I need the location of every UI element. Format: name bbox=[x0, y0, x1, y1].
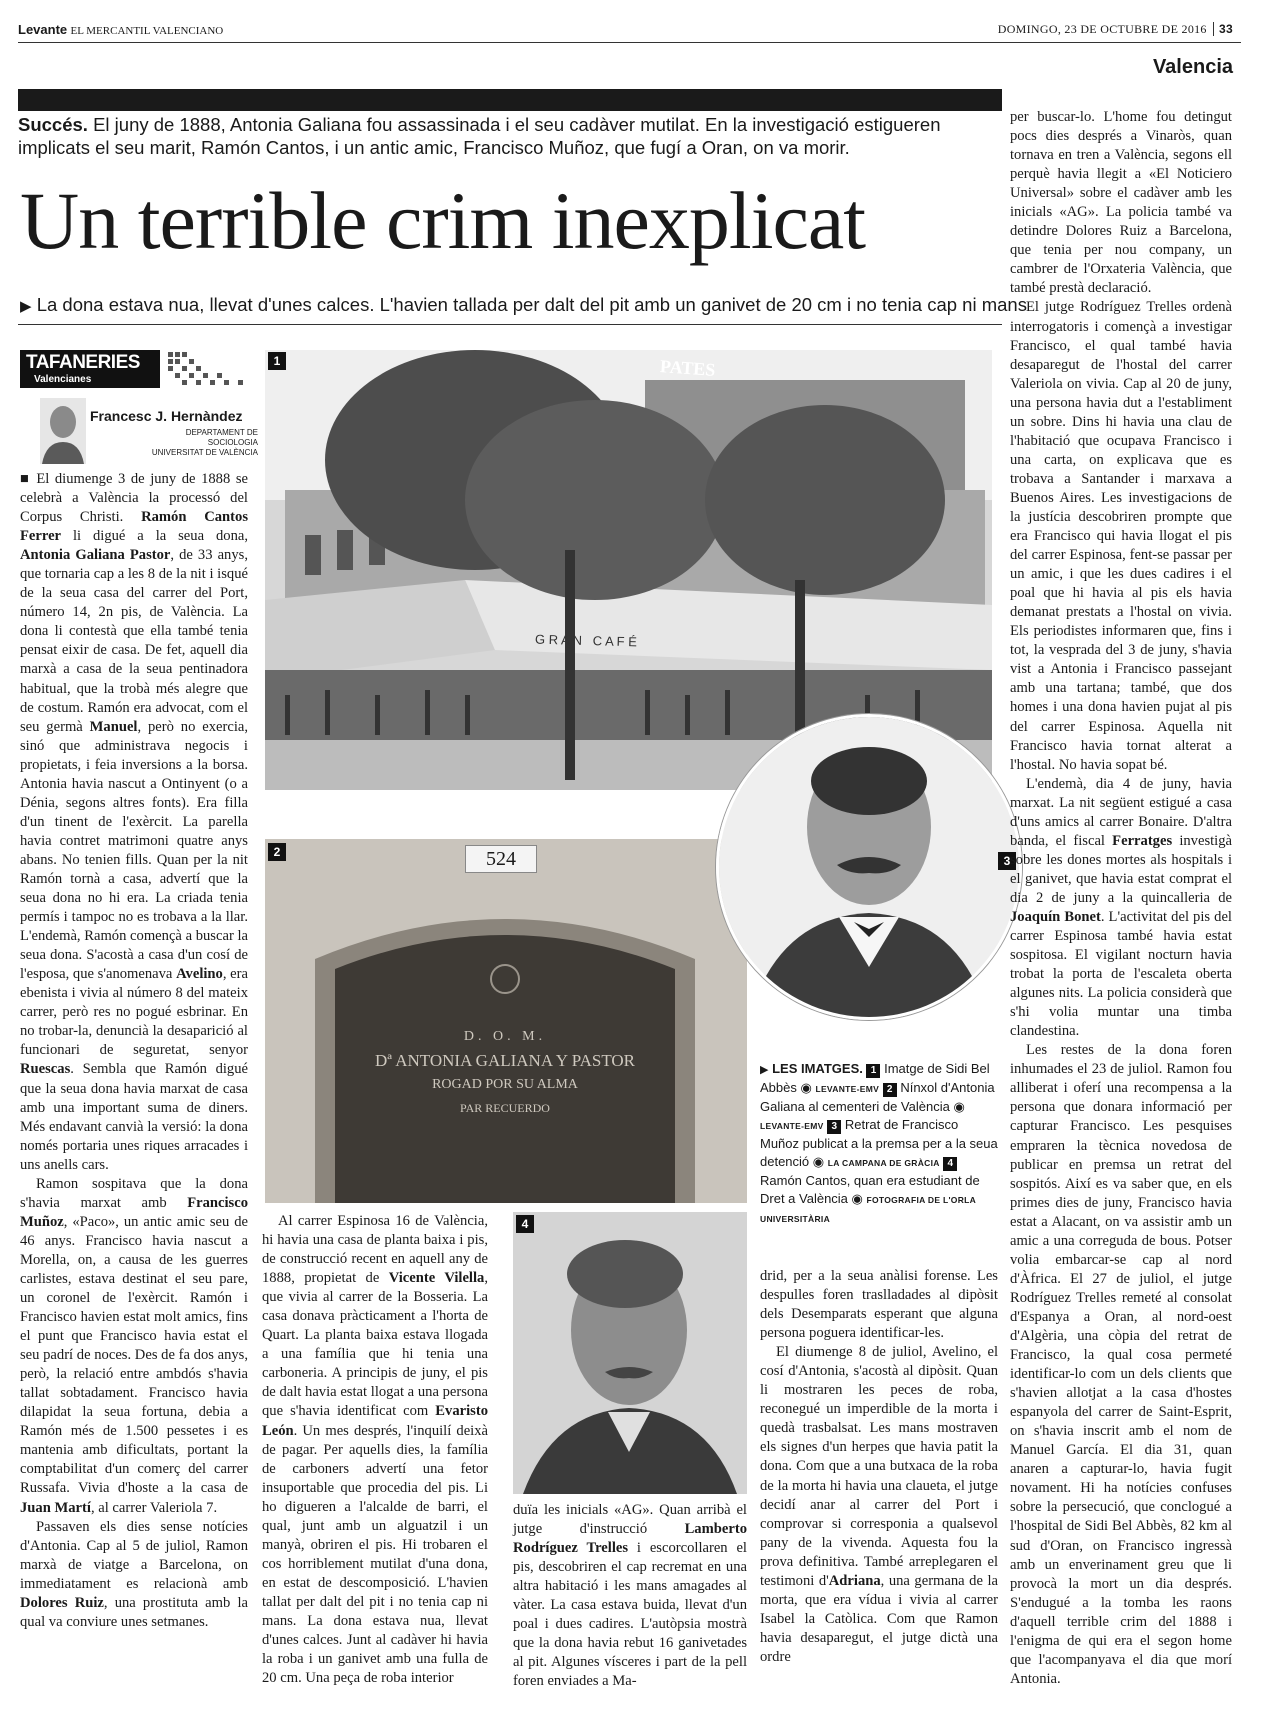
article-column-5: per buscar-lo. L'home fou detingut pocs dies després a Vinaròs, quan tornava en tren a València, segons ell perquè havia llegit a «El Noticiero Universal» sobre el cadàver amb les inicials «AG». La policia també va detindre Dolores Ruiz a Barcelona, que tenia per nou company, un cambrer de l'Orxateria València, que també prestà declaració. El jutge Rodríguez Trelles ordenà interrogatoris i començà a investigar Francisco, el qual també havia desaparegut de l'hostal del carrer Valeriola on vivia. Cap al 20 de juny, una persona havia dut a l'establiment un sobre. Dins hi havia una clau de l'habitació que ocupava Francisco i una carta, on explicava que es trobava a Santander i marxava a Buenos Aires. Les investigacions de la justícia descobriren prompte que era Francisco qui havia llogat el pis del carrer Espinosa, fent-se passar per un amic, i que les dues cadires i el poal que hi havia al pis els havia demanat prestats a l'hostal on vivia. Els periodistes informaren que, fins i tot, la vesprada del 3 de juny, s'havia vist a Antonia i Francisco passejant amb una tartana; també, que dos homes i una dona havien pujat al pis del carrer Espinosa. Aquella nit Francisco havia tornat alterat a l'hostal. No havia sopat bé. L'endemà, dia 4 de juny, havia marxat. La nit següent estigué a casa d'uns amics al carrer Bonaire. D'altra banda, el fiscal Ferratges investigà sobre les dones mortes als hospitals i el ganivet, que havia estat comprat el dia 2 de juny a la quincalleria de Joaquín Bonet. L'activitat del pis del carrer Espinosa també havia estat sospitosa. El vigilant nocturn havia trobat la porta de l'escaleta oberta algunes nits. La policia considerà que s'hi volia muntar una timba clandestina. Les restes de la dona foren inhumades el 23 de juliol. Ramon fou alliberat i oferí una recompensa a la persona que donara informació per capturar Francisco. Les pesquises empraren la tècnica novedosa de publicar en premsa un retrat del sospitós. Així es va saber que, en els primes dies de juny, Francisco havia estat a Alacant, on va assistir amb un amic a una correguda de bous. Potser volia embarcar-se cap al nord d'Àfrica. El 27 de juliol, el jutge Rodríguez Trelles remeté al consolat d'Espanya a Oran, al nord-oest d'Algèria, una còpia del retrat de Francisco, la qual cosa permeté identificar-lo com un dels clients que s'havien allotjat a la casa d'hostes espanyola del carrer de Saint-Esprit, on s'havia inscrit amb el nom de Manuel García. El dia 31, quan anaren a capturar-lo, havia fugit novament. Hi ha notícies confuses sobre la persecució, que conclogué a l'hospital de Sidi Bel Abbès, 82 km al sud d'Oran, on Francisco ingressà amb un enverinament greu que li provocà la mort un dia després. S'endugué a la tomba les raons d'aquell terrible crim del 1888 i l'enigma de qui era el segon home que l'acompanyava el dia que morí Antonia. bbox=[1010, 109, 1233, 1687]
portrait-photo bbox=[513, 1212, 747, 1494]
author-name: Francesc J. Hernàndez bbox=[90, 408, 243, 424]
author-department: DEPARTAMENT DE SOCIOLOGIA UNIVERSITAT DE VALÈNCIA bbox=[151, 428, 258, 457]
niche-illustration bbox=[265, 839, 747, 1203]
niche-number-plate: 524 bbox=[465, 845, 537, 873]
photo-ramon-cantos bbox=[513, 1212, 747, 1494]
masthead-rule bbox=[18, 42, 1241, 43]
masthead-brand: Levante EL MERCANTIL VALENCIANO bbox=[18, 22, 224, 37]
camera-icon: ◉ bbox=[812, 1154, 825, 1169]
article-column-3: duïa les inicials «AG». Quan arribà el jutge d'instrucció Lamberto Rodríguez Trelles i escorcollaren el pis, descobriren el cap recremat en una altra habitació i les mans amagades al vàter. La casa estava buida, llevat d'un poal i dues cadires. L'autòpsia mostrà que la dona havia rebut 16 ganivetades al pit. Algunes vísceres i part de la pell foren enviades a Ma- bbox=[513, 1502, 747, 1690]
masthead-date: DOMINGO, 23 DE OCTUBRE DE 2016 33 bbox=[997, 22, 1233, 36]
article-column-1: ■ El diumenge 3 de juny de 1888 se celebrà a València la processó del Corpus Christi. Ramón Cantos Ferrer li digué a la seua dona, Antonia Galiana Pastor, de 33 anys, que tornaria cap a les 8 de la nit i isqué de la seua casa del carrer del Port, número 14, 2n pis, de València. La dona li contestà que ella també tenia pensat eixir de casa. De fet, aquell dia marxà a casa de la seua pentinadora habitual, que la trobà més alegre que de costum. Ramón era advocat, com el seu germà Manuel, però no exercia, sinó que administrava negocis i propietats, i feia inversions a la borsa. Antonia havia nascut a Ontinyent (o a Dénia, segons altres fonts). Era filla d'un tinent de l'exèrcit. La parella havia contret matrimoni quatre anys abans. No tenien fills. Quan per la nit Ramón tornà a casa, advertí que la seua dona no hi era. La criada tenia permís i tampoc no es trobava a la llar. L'endemà, Ramón començà a buscar la seua dona. S'acostà a casa d'un cosí de l'esposa, que s'anomenava Avelino, era ebenista i vivia al número 8 del mateix carrer, però res no pogué esbrinar. En no trobar-la, denuncià la desaparició al funcionari de seguretat, senyor Ruescas. Sembla que Ramón digué que la seua dona havia marxat de casa amb una important suma de diners. Més endavant canvià la versió: la dona només portaria unes riques arracades i uns anells cars. Ramon sospitava que la dona s'havia marxat amb Francisco Muñoz, «Paco», un antic amic seu de 46 anys. Francisco havia nascut a Morella, on, a causa de les guerres carlistes, estava destinat el seu pare, un coronel de l'exèrcit. Ramón i Francisco havien estat molt amics, fins el punt que Francisco havia estat el seu padrí de noces. Des de fa dos anys, però, la relació entre ambdós s'havia tallat sobtadament. Francisco havia dilapidat la seua fortuna, debia a Ramón més de 1.500 pessetes i es mantenia amb dificultats, portant la comptabilitat d'un comerç del carrer Russafa. Vivia d'hoste a la casa de Juan Martí, al carrer Valeriola 7. Passaven els dies sense notícies d'Antonia. Cap al 5 de juliol, Ramon marxà de viatge a Barcelona, on immediatament es relacionà amb Dolores Ruiz, una prostituta amb la qual va conviure unes setmanes. bbox=[20, 471, 249, 1630]
kicker: Succés. El juny de 1888, Antonia Galiana fou assassinada i el seu cadàver mutilat. En la investigació estigueren implicats el seu marit, Ramón Cantos, i un antic amic, Francisco Muñoz, que fugí a Oran, on va morir. bbox=[18, 114, 941, 158]
camera-icon: ◉ bbox=[851, 1191, 863, 1206]
photo-niche bbox=[265, 839, 747, 1203]
pixel-pattern-icon bbox=[168, 350, 258, 390]
niche-inscription: D. O. M. Dª ANTONIA GALIANA Y PASTOR ROGAD POR SU ALMA PAR RECUERDO bbox=[374, 1029, 636, 1115]
article-column-2: Al carrer Espinosa 16 de València, hi havia una casa de planta baixa i pis, de construcció recent en aquell any de 1888, propietat de Vicente Vilella, que vivia al carrer de la Bosseria. La casa donava pràcticament a l'horta de Quart. La planta baixa estava llogada a una família que hi tenia una carboneria. A principis de juny, el pis de dalt havia estat llogat a una persona que s'havia identificat com Evaristo León. Un mes després, l'inquilí deixà de pagar. Per aquells dies, la família de carboners advertí una fetor insuportable que procedia del pis. Li ho digueren a l'alcalde de barri, el qual, junt amb un alguatzil i un manyà, obriren el pis. Hi trobaren el cos horriblement mutilat d'una dona, en estat de descomposició. L'havien tallat per dalt del pit i no tenia cap ni mans. La dona estava nua, llevat d'unes calces. Junt al cadàver hi havia la roba i un ganivet amb una fulla de 20 cm. Una peça de roba interior bbox=[262, 1213, 488, 1687]
author-photo bbox=[40, 398, 86, 464]
header-bar bbox=[18, 89, 1002, 111]
series-logo: TAFANERIES Valencianes bbox=[20, 350, 160, 388]
camera-icon: ◉ bbox=[953, 1099, 965, 1114]
triangle-bullet-icon: ▶ bbox=[760, 1064, 769, 1076]
cafe-sign-awning: G R A N C A F É bbox=[534, 631, 638, 650]
square-bullet-icon: ■ bbox=[20, 471, 31, 487]
cafe-sign-top: PATES bbox=[659, 356, 717, 380]
portrait-engraving bbox=[719, 717, 1019, 1017]
section-title: Valencia bbox=[1152, 56, 1233, 78]
standfirst: ▶ La dona estava nua, llevat d'unes calces. L'havien tallada per dalt del pit amb un ganivet de 20 cm i no tenia cap ni mans bbox=[20, 294, 1027, 315]
photo-number-1: 1 bbox=[268, 352, 286, 370]
photo-francisco-munoz bbox=[716, 714, 1022, 1020]
article-column-4: drid, per a la seua anàlisi forense. Les despulles foren traslladades al dipòsit dels Desemparats esperant que alguna persona poguera identificar-les. El diumenge 8 de juliol, Avelino, el cosí d'Antonia, s'acostà al dipòsit. Quan li mostraren les peces de roba, reconegué un imperdible de la morta i quedà trasbalsat. Les mans mostraven els signes d'un herpes que havia patit la dona. Com que a una butxaca de la roba de la morta hi havia una claueta, el jutge decidí anar al carrer del Port i comprovar si corresponia a qualsevol pany de la vivenda. Aquesta fou la prova definitiva. També arreplegaren el testimoni d'Adriana, una germana de la morta, que era vídua i vivia al carrer Isabel la Catòlica. Com que Ramon havia desaparegut, el jutge dictà una ordre bbox=[760, 1268, 998, 1665]
standfirst-rule bbox=[18, 324, 1002, 325]
photo-number-2: 2 bbox=[268, 843, 286, 861]
page-number: 33 bbox=[1213, 22, 1233, 36]
photo-caption: ▶ LES IMATGES. 1 Imatge de Sidi Bel Abbès ◉ LEVANTE-EMV 2 Nínxol d'Antonia Galiana al cementeri de València ◉ LEVANTE-EMV 3 Retrat de Francisco Muñoz publicat a la premsa per a la seua detenció ◉ LA CAMPANA DE GRÀCIA 4 Ramón Cantos, quan era estudiant de Dret a València ◉ FOTOGRAFIA DE L'ORLA UNIVERSITÀRIA bbox=[760, 1061, 998, 1224]
triangle-bullet-icon: ▶ bbox=[20, 298, 32, 315]
headline: Un terrible crim inexplicat bbox=[20, 175, 866, 266]
camera-icon: ◉ bbox=[800, 1080, 812, 1095]
photo-number-4: 4 bbox=[516, 1215, 534, 1233]
photo-number-3: 3 bbox=[998, 852, 1016, 870]
